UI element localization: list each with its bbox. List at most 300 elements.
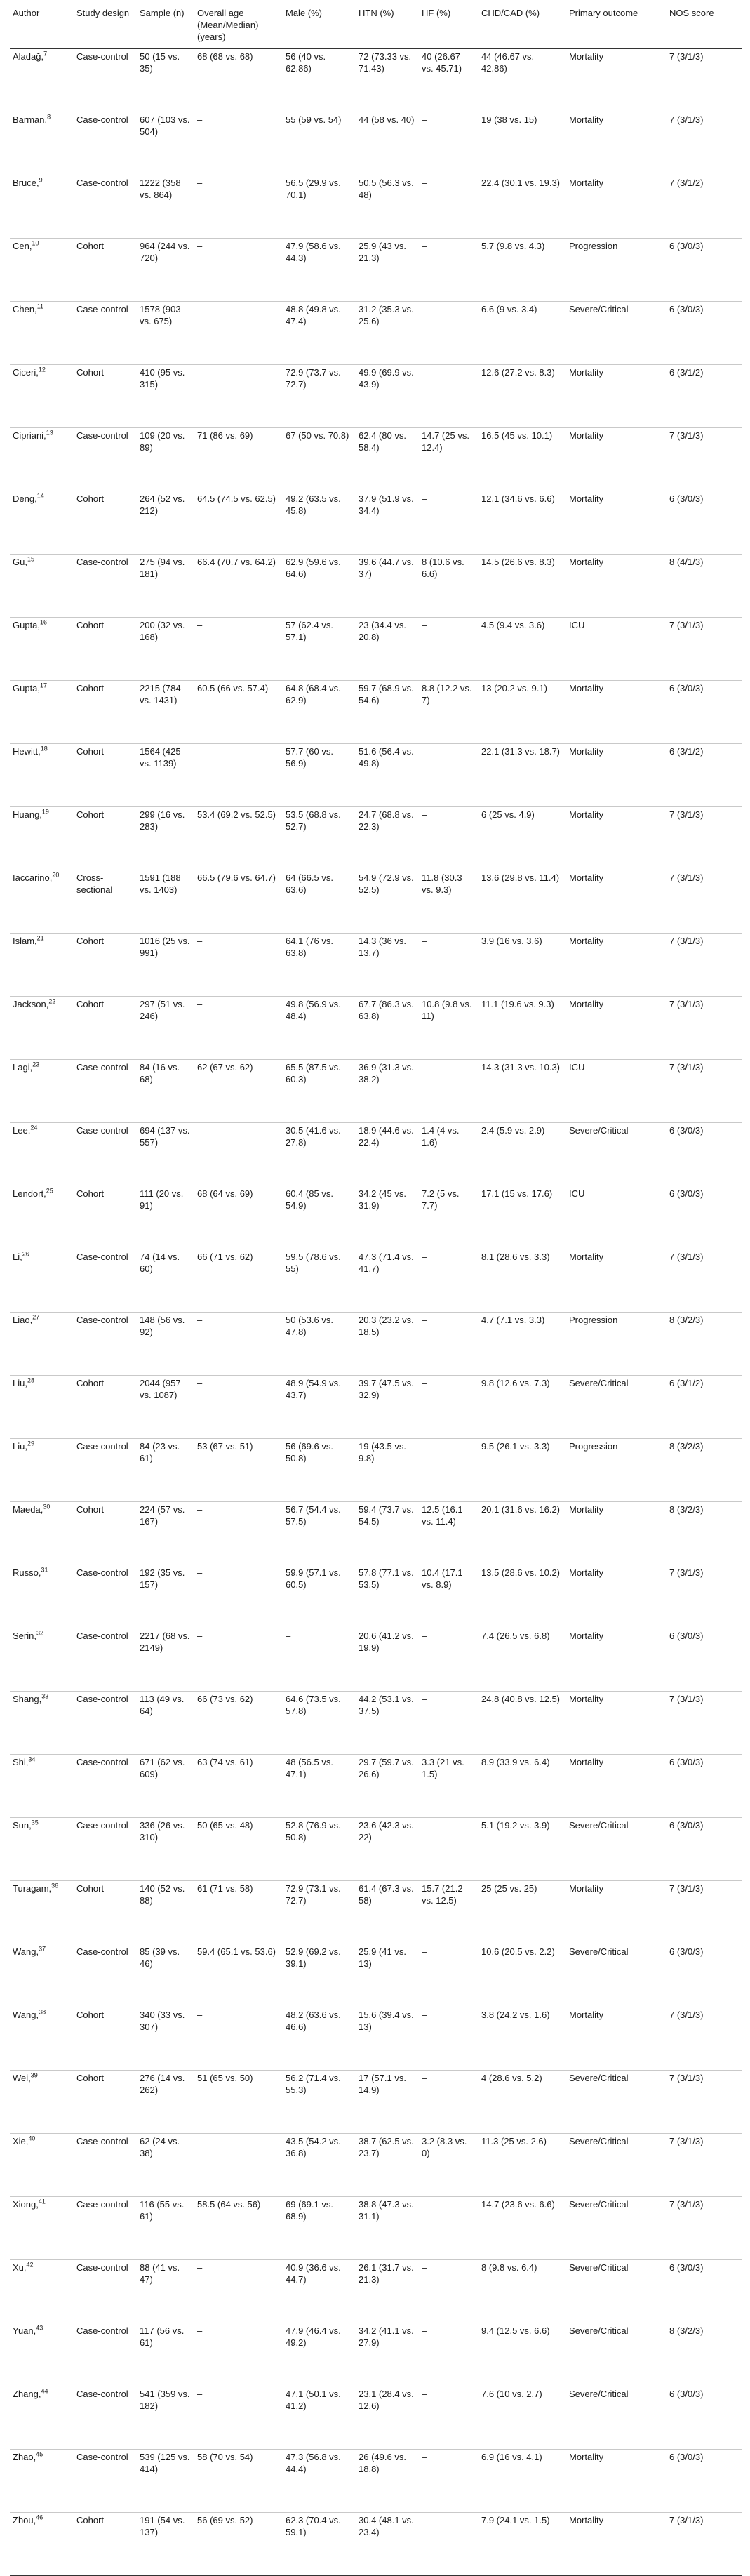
outcome-cell: ICU: [566, 1186, 667, 1249]
sample-cell: 50 (15 vs. 35): [137, 49, 194, 112]
age-cell: –: [194, 112, 283, 175]
hf-cell: –: [419, 491, 478, 555]
age-cell: 53 (67 vs. 51): [194, 1439, 283, 1502]
sample-cell: 62 (24 vs. 38): [137, 2134, 194, 2197]
male-cell: 47.3 (56.8 vs. 44.4): [283, 2450, 356, 2513]
hf-cell: 3.3 (21 vs. 1.5): [419, 1755, 478, 1818]
author-name: Huang,: [13, 809, 42, 820]
hf-cell: –: [419, 175, 478, 239]
author-cell: [10, 2197, 74, 2260]
chd-cell: 17.1 (15 vs. 17.6): [478, 1186, 566, 1249]
chd-cell: 16.5 (45 vs. 10.1): [478, 428, 566, 491]
author-name: Xu,: [13, 2262, 27, 2273]
author-cell: [10, 1249, 74, 1313]
htn-cell: 50.5 (56.3 vs. 48): [356, 175, 419, 239]
study-design-cell: Cohort: [74, 239, 137, 302]
chd-cell: 13 (20.2 vs. 9.1): [478, 681, 566, 744]
table-row: [10, 2071, 742, 2134]
nos-cell: 7 (3/1/2): [667, 175, 742, 239]
male-cell: 72.9 (73.1 vs. 72.7): [283, 1881, 356, 1944]
outcome-cell: Mortality: [566, 555, 667, 618]
male-cell: 62.9 (59.6 vs. 64.6): [283, 555, 356, 618]
male-cell: 59.5 (78.6 vs. 55): [283, 1249, 356, 1313]
outcome-cell: Severe/Critical: [566, 1818, 667, 1881]
age-cell: 66 (71 vs. 62): [194, 1249, 283, 1313]
author-name: Yuan,: [13, 2325, 36, 2336]
study-design-cell: Case-control: [74, 2260, 137, 2323]
reference-number: 25: [46, 1187, 53, 1195]
hf-cell: 10.4 (17.1 vs. 8.9): [419, 1565, 478, 1628]
chd-cell: 3.9 (16 vs. 3.6): [478, 934, 566, 997]
author-name: Zhou,: [13, 2515, 36, 2525]
nos-cell: 6 (3/0/3): [667, 239, 742, 302]
reference-number: 7: [43, 50, 48, 58]
study-design-cell: Cross-sectional: [74, 870, 137, 934]
male-cell: 57 (62.4 vs. 57.1): [283, 618, 356, 681]
outcome-cell: Mortality: [566, 491, 667, 555]
sample-cell: 2044 (957 vs. 1087): [137, 1376, 194, 1439]
htn-cell: 19 (43.5 vs. 9.8): [356, 1439, 419, 1502]
male-cell: 43.5 (54.2 vs. 36.8): [283, 2134, 356, 2197]
author-cell: [10, 112, 74, 175]
header-age: Overall age (Mean/Median) (years): [194, 6, 283, 49]
nos-cell: 7 (3/1/3): [667, 1060, 742, 1123]
table-row: [10, 2450, 742, 2513]
author-cell: [10, 870, 74, 934]
outcome-cell: Mortality: [566, 2007, 667, 2071]
htn-cell: 72 (73.33 vs. 71.43): [356, 49, 419, 112]
table-row: [10, 428, 742, 491]
htn-cell: 15.6 (39.4 vs. 13): [356, 2007, 419, 2071]
chd-cell: 13.6 (29.8 vs. 11.4): [478, 870, 566, 934]
age-cell: –: [194, 2323, 283, 2386]
chd-cell: 14.7 (23.6 vs. 6.6): [478, 2197, 566, 2260]
sample-cell: 1564 (425 vs. 1139): [137, 744, 194, 807]
author-cell: [10, 1818, 74, 1881]
study-design-cell: Case-control: [74, 1944, 137, 2007]
sample-cell: 140 (52 vs. 88): [137, 1881, 194, 1944]
hf-cell: –: [419, 1439, 478, 1502]
chd-cell: 7.9 (24.1 vs. 1.5): [478, 2513, 566, 2576]
header-study-design: Study design: [74, 6, 137, 49]
reference-number: 28: [27, 1376, 34, 1384]
age-cell: –: [194, 1628, 283, 1692]
study-design-cell: Cohort: [74, 618, 137, 681]
male-cell: 72.9 (73.7 vs. 72.7): [283, 365, 356, 428]
outcome-cell: Severe/Critical: [566, 2260, 667, 2323]
author-cell: [10, 1565, 74, 1628]
author-cell: [10, 1628, 74, 1692]
age-cell: –: [194, 2386, 283, 2450]
male-cell: 65.5 (87.5 vs. 60.3): [283, 1060, 356, 1123]
hf-cell: –: [419, 1692, 478, 1755]
reference-number: 18: [40, 745, 48, 752]
table-row: [10, 997, 742, 1060]
study-design-cell: Case-control: [74, 175, 137, 239]
author-name: Russo,: [13, 1567, 41, 1578]
male-cell: 53.5 (68.8 vs. 52.7): [283, 807, 356, 870]
male-cell: 47.1 (50.1 vs. 41.2): [283, 2386, 356, 2450]
hf-cell: –: [419, 112, 478, 175]
outcome-cell: Mortality: [566, 681, 667, 744]
sample-cell: 116 (55 vs. 61): [137, 2197, 194, 2260]
table-row: [10, 1881, 742, 1944]
outcome-cell: Mortality: [566, 807, 667, 870]
sample-cell: 299 (16 vs. 283): [137, 807, 194, 870]
age-cell: –: [194, 1502, 283, 1565]
age-cell: –: [194, 365, 283, 428]
male-cell: 50 (53.6 vs. 47.8): [283, 1313, 356, 1376]
htn-cell: 31.2 (35.3 vs. 25.6): [356, 302, 419, 365]
table-row: [10, 2386, 742, 2450]
study-design-cell: Cohort: [74, 2513, 137, 2576]
author-name: Lendort,: [13, 1188, 46, 1199]
male-cell: 57.7 (60 vs. 56.9): [283, 744, 356, 807]
table-row: [10, 1944, 742, 2007]
author-cell: [10, 934, 74, 997]
outcome-cell: Mortality: [566, 1881, 667, 1944]
header-htn: HTN (%): [356, 6, 419, 49]
reference-number: 33: [41, 1692, 49, 1700]
author-name: Liu,: [13, 1378, 27, 1388]
age-cell: 64.5 (74.5 vs. 62.5): [194, 491, 283, 555]
sample-cell: 148 (56 vs. 92): [137, 1313, 194, 1376]
author-name: Ciceri,: [13, 367, 39, 378]
study-design-cell: Case-control: [74, 302, 137, 365]
reference-number: 19: [41, 808, 49, 816]
author-cell: [10, 1502, 74, 1565]
male-cell: 52.8 (76.9 vs. 50.8): [283, 1818, 356, 1881]
hf-cell: –: [419, 934, 478, 997]
author-cell: [10, 2071, 74, 2134]
reference-number: 43: [36, 2324, 43, 2332]
table-row: [10, 555, 742, 618]
hf-cell: –: [419, 239, 478, 302]
htn-cell: 34.2 (45 vs. 31.9): [356, 1186, 419, 1249]
table-row: [10, 1186, 742, 1249]
sample-cell: 336 (26 vs. 310): [137, 1818, 194, 1881]
nos-cell: 6 (3/0/3): [667, 1628, 742, 1692]
sample-cell: 541 (359 vs. 182): [137, 2386, 194, 2450]
author-cell: [10, 1944, 74, 2007]
reference-number: 42: [26, 2261, 34, 2269]
table-row: [10, 1502, 742, 1565]
chd-cell: 20.1 (31.6 vs. 16.2): [478, 1502, 566, 1565]
outcome-cell: Mortality: [566, 1755, 667, 1818]
age-cell: –: [194, 2134, 283, 2197]
table-row: [10, 934, 742, 997]
outcome-cell: Mortality: [566, 1249, 667, 1313]
sample-cell: 410 (95 vs. 315): [137, 365, 194, 428]
author-cell: [10, 175, 74, 239]
author-name: Jackson,: [13, 999, 49, 1009]
chd-cell: 9.8 (12.6 vs. 7.3): [478, 1376, 566, 1439]
hf-cell: 15.7 (21.2 vs. 12.5): [419, 1881, 478, 1944]
htn-cell: 25.9 (43 vs. 21.3): [356, 239, 419, 302]
sample-cell: 1578 (903 vs. 675): [137, 302, 194, 365]
sample-cell: 1222 (358 vs. 864): [137, 175, 194, 239]
table-row: [10, 681, 742, 744]
chd-cell: 5.1 (19.2 vs. 3.9): [478, 1818, 566, 1881]
age-cell: –: [194, 2007, 283, 2071]
reference-number: 12: [38, 366, 46, 373]
nos-cell: 6 (3/0/3): [667, 2386, 742, 2450]
age-cell: –: [194, 1376, 283, 1439]
htn-cell: 23 (34.4 vs. 20.8): [356, 618, 419, 681]
nos-cell: 7 (3/1/3): [667, 934, 742, 997]
chd-cell: 4.5 (9.4 vs. 3.6): [478, 618, 566, 681]
chd-cell: 14.3 (31.3 vs. 10.3): [478, 1060, 566, 1123]
htn-cell: 61.4 (67.3 vs. 58): [356, 1881, 419, 1944]
nos-cell: 8 (4/1/3): [667, 555, 742, 618]
age-cell: –: [194, 997, 283, 1060]
age-cell: –: [194, 1123, 283, 1186]
table-row: [10, 112, 742, 175]
header-hf: HF (%): [419, 6, 478, 49]
outcome-cell: Severe/Critical: [566, 2386, 667, 2450]
hf-cell: –: [419, 2450, 478, 2513]
header-nos: NOS score: [667, 6, 742, 49]
author-name: Xie,: [13, 2136, 29, 2146]
header-sample: Sample (n): [137, 6, 194, 49]
age-cell: –: [194, 302, 283, 365]
nos-cell: 6 (3/0/3): [667, 1818, 742, 1881]
outcome-cell: Severe/Critical: [566, 2134, 667, 2197]
hf-cell: –: [419, 807, 478, 870]
htn-cell: 59.4 (73.7 vs. 54.5): [356, 1502, 419, 1565]
table-row: [10, 2323, 742, 2386]
author-name: Wang,: [13, 2010, 39, 2020]
hf-cell: 12.5 (16.1 vs. 11.4): [419, 1502, 478, 1565]
author-cell: [10, 2513, 74, 2576]
author-name: Wei,: [13, 2073, 31, 2083]
nos-cell: 6 (3/0/3): [667, 2260, 742, 2323]
author-name: Maeda,: [13, 1504, 43, 1515]
author-cell: [10, 49, 74, 112]
reference-number: 22: [48, 997, 56, 1005]
author-cell: [10, 1060, 74, 1123]
age-cell: –: [194, 934, 283, 997]
table-row: [10, 175, 742, 239]
hf-cell: –: [419, 2007, 478, 2071]
study-design-cell: Case-control: [74, 1628, 137, 1692]
table-row: [10, 1249, 742, 1313]
study-design-cell: Cohort: [74, 1186, 137, 1249]
htn-cell: 38.8 (47.3 vs. 31.1): [356, 2197, 419, 2260]
nos-cell: 6 (3/0/3): [667, 1944, 742, 2007]
age-cell: –: [194, 1565, 283, 1628]
table-body: [10, 49, 742, 2576]
male-cell: 48 (56.5 vs. 47.1): [283, 1755, 356, 1818]
author-name: Deng,: [13, 493, 37, 504]
study-design-cell: Case-control: [74, 1313, 137, 1376]
author-name: Shang,: [13, 1694, 42, 1704]
table-row: [10, 1755, 742, 1818]
author-name: Liao,: [13, 1315, 33, 1325]
outcome-cell: Progression: [566, 239, 667, 302]
hf-cell: 11.8 (30.3 vs. 9.3): [419, 870, 478, 934]
age-cell: –: [194, 2260, 283, 2323]
nos-cell: 7 (3/1/3): [667, 2071, 742, 2134]
table-row: [10, 1818, 742, 1881]
study-design-cell: Cohort: [74, 2071, 137, 2134]
chd-cell: 6 (25 vs. 4.9): [478, 807, 566, 870]
author-cell: [10, 2450, 74, 2513]
hf-cell: –: [419, 2197, 478, 2260]
sample-cell: 200 (32 vs. 168): [137, 618, 194, 681]
htn-cell: 23.1 (28.4 vs. 12.6): [356, 2386, 419, 2450]
chd-cell: 2.4 (5.9 vs. 2.9): [478, 1123, 566, 1186]
author-name: Zhao,: [13, 2452, 36, 2462]
male-cell: 48.9 (54.9 vs. 43.7): [283, 1376, 356, 1439]
table-row: [10, 1565, 742, 1628]
author-cell: [10, 1123, 74, 1186]
htn-cell: 38.7 (62.5 vs. 23.7): [356, 2134, 419, 2197]
table-row: [10, 302, 742, 365]
sample-cell: 264 (52 vs. 212): [137, 491, 194, 555]
table-row: [10, 1628, 742, 1692]
study-design-cell: Case-control: [74, 1439, 137, 1502]
reference-number: 31: [41, 1566, 48, 1574]
study-design-cell: Case-control: [74, 555, 137, 618]
author-name: Cipriani,: [13, 430, 46, 441]
htn-cell: 44.2 (53.1 vs. 37.5): [356, 1692, 419, 1755]
age-cell: 68 (64 vs. 69): [194, 1186, 283, 1249]
age-cell: 66.5 (79.6 vs. 64.7): [194, 870, 283, 934]
nos-cell: 6 (3/0/3): [667, 491, 742, 555]
author-cell: [10, 302, 74, 365]
author-name: Islam,: [13, 936, 37, 946]
htn-cell: 29.7 (59.7 vs. 26.6): [356, 1755, 419, 1818]
outcome-cell: Severe/Critical: [566, 1376, 667, 1439]
nos-cell: 7 (3/1/3): [667, 49, 742, 112]
sample-cell: 2215 (784 vs. 1431): [137, 681, 194, 744]
author-name: Liu,: [13, 1441, 27, 1452]
nos-cell: 7 (3/1/3): [667, 112, 742, 175]
table-row: [10, 744, 742, 807]
reference-number: 38: [39, 2008, 46, 2016]
age-cell: 56 (69 vs. 52): [194, 2513, 283, 2576]
nos-cell: 7 (3/1/3): [667, 1565, 742, 1628]
hf-cell: –: [419, 618, 478, 681]
hf-cell: –: [419, 1376, 478, 1439]
chd-cell: 22.4 (30.1 vs. 19.3): [478, 175, 566, 239]
htn-cell: 18.9 (44.6 vs. 22.4): [356, 1123, 419, 1186]
reference-number: 37: [39, 1945, 46, 1953]
hf-cell: 10.8 (9.8 vs. 11): [419, 997, 478, 1060]
author-cell: [10, 1439, 74, 1502]
author-cell: [10, 491, 74, 555]
nos-cell: 6 (3/1/2): [667, 744, 742, 807]
outcome-cell: Mortality: [566, 1692, 667, 1755]
age-cell: –: [194, 239, 283, 302]
study-design-cell: Case-control: [74, 2450, 137, 2513]
study-design-cell: Case-control: [74, 2134, 137, 2197]
outcome-cell: Mortality: [566, 1565, 667, 1628]
study-design-cell: Cohort: [74, 997, 137, 1060]
author-name: Zhang,: [13, 2389, 41, 2399]
nos-cell: 7 (3/1/3): [667, 1881, 742, 1944]
study-design-cell: Cohort: [74, 1881, 137, 1944]
hf-cell: –: [419, 2071, 478, 2134]
male-cell: 67 (50 vs. 70.8): [283, 428, 356, 491]
hf-cell: –: [419, 1628, 478, 1692]
sample-cell: 191 (54 vs. 137): [137, 2513, 194, 2576]
chd-cell: 6.6 (9 vs. 3.4): [478, 302, 566, 365]
age-cell: –: [194, 175, 283, 239]
male-cell: 64 (66.5 vs. 63.6): [283, 870, 356, 934]
reference-number: 17: [40, 682, 48, 689]
reference-number: 13: [46, 429, 53, 437]
sample-cell: 964 (244 vs. 720): [137, 239, 194, 302]
chd-cell: 19 (38 vs. 15): [478, 112, 566, 175]
nos-cell: 6 (3/0/3): [667, 1123, 742, 1186]
table-row: [10, 2134, 742, 2197]
outcome-cell: Mortality: [566, 2450, 667, 2513]
outcome-cell: Mortality: [566, 49, 667, 112]
outcome-cell: Mortality: [566, 2513, 667, 2576]
author-cell: [10, 807, 74, 870]
reference-number: 10: [32, 239, 39, 247]
outcome-cell: Mortality: [566, 112, 667, 175]
male-cell: 64.1 (76 vs. 63.8): [283, 934, 356, 997]
author-name: Xiong,: [13, 2199, 39, 2210]
chd-cell: 22.1 (31.3 vs. 18.7): [478, 744, 566, 807]
nos-cell: 8 (3/2/3): [667, 1502, 742, 1565]
male-cell: 56 (69.6 vs. 50.8): [283, 1439, 356, 1502]
outcome-cell: Mortality: [566, 870, 667, 934]
age-cell: 62 (67 vs. 62): [194, 1060, 283, 1123]
author-name: Iaccarino,: [13, 872, 53, 883]
reference-number: 27: [32, 1313, 40, 1321]
htn-cell: 37.9 (51.9 vs. 34.4): [356, 491, 419, 555]
nos-cell: 6 (3/1/2): [667, 365, 742, 428]
outcome-cell: Progression: [566, 1439, 667, 1502]
chd-cell: 4 (28.6 vs. 5.2): [478, 2071, 566, 2134]
hf-cell: 14.7 (25 vs. 12.4): [419, 428, 478, 491]
chd-cell: 14.5 (26.6 vs. 8.3): [478, 555, 566, 618]
outcome-cell: Severe/Critical: [566, 302, 667, 365]
reference-number: 36: [51, 1882, 59, 1890]
nos-cell: 7 (3/1/3): [667, 2513, 742, 2576]
chd-cell: 7.6 (10 vs. 2.7): [478, 2386, 566, 2450]
hf-cell: 8 (10.6 vs. 6.6): [419, 555, 478, 618]
reference-number: 46: [36, 2514, 43, 2521]
chd-cell: 4.7 (7.1 vs. 3.3): [478, 1313, 566, 1376]
sample-cell: 84 (16 vs. 68): [137, 1060, 194, 1123]
table-row: [10, 491, 742, 555]
reference-number: 29: [27, 1440, 34, 1447]
author-cell: [10, 681, 74, 744]
table-row: [10, 1123, 742, 1186]
author-name: Wang,: [13, 1946, 39, 1957]
outcome-cell: Mortality: [566, 1628, 667, 1692]
hf-cell: –: [419, 365, 478, 428]
htn-cell: 49.9 (69.9 vs. 43.9): [356, 365, 419, 428]
nos-cell: 6 (3/0/3): [667, 1186, 742, 1249]
hf-cell: 40 (26.67 vs. 45.71): [419, 49, 478, 112]
age-cell: 61 (71 vs. 58): [194, 1881, 283, 1944]
male-cell: 59.9 (57.1 vs. 60.5): [283, 1565, 356, 1628]
htn-cell: 44 (58 vs. 40): [356, 112, 419, 175]
table-row: [10, 239, 742, 302]
outcome-cell: Mortality: [566, 934, 667, 997]
chd-cell: 25 (25 vs. 25): [478, 1881, 566, 1944]
sample-cell: 275 (94 vs. 181): [137, 555, 194, 618]
nos-cell: 6 (3/0/3): [667, 1755, 742, 1818]
reference-number: 44: [41, 2387, 48, 2395]
male-cell: 47.9 (46.4 vs. 49.2): [283, 2323, 356, 2386]
